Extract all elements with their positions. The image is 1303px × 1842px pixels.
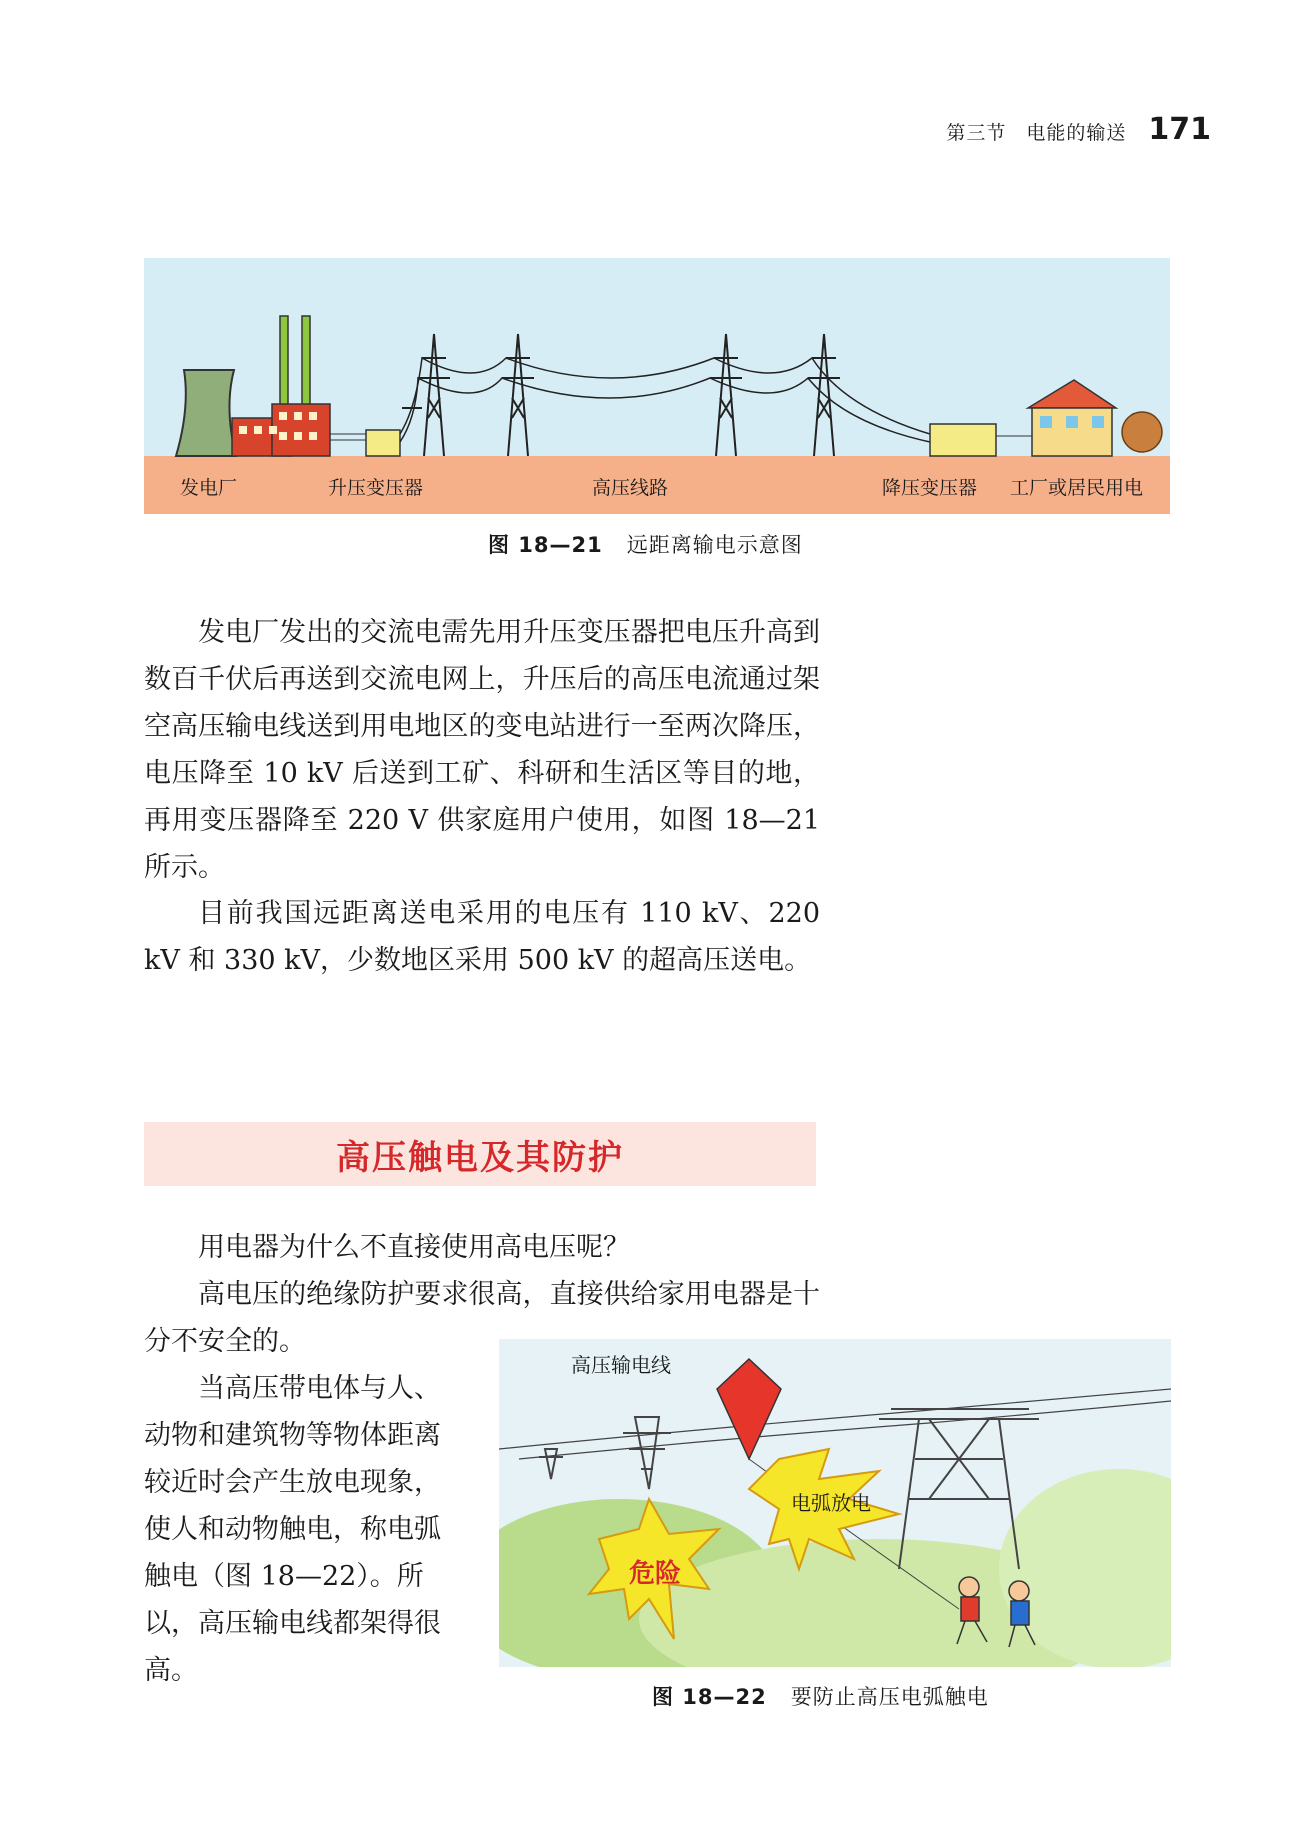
plant-building-icon [272, 404, 330, 456]
paragraph-4: 高电压的绝缘防护要求很高，直接供给家用电器是十分不安全的。 [144, 1279, 820, 1357]
house-roof-icon [1028, 380, 1116, 408]
page-header [946, 112, 1211, 147]
section-title-header: 第三节 电能的输送 [946, 122, 1127, 144]
figure-power-transmission [144, 258, 1170, 514]
figure-arc-danger [499, 1339, 1171, 1667]
section-heading-text: 高压触电及其防护 [336, 1137, 624, 1178]
label-danger: 危险 [629, 1559, 682, 1589]
figure2-caption [652, 1681, 989, 1711]
paragraph-5: 当高压带电体与人、动物和建筑物等物体距离较近时会产生放电现象，使人和动物触电，称电弧触电（图 18—22）。所以，高压输电线都架得很高。 [144, 1373, 441, 1686]
step-up-transformer-icon [366, 430, 400, 456]
label-high-voltage-line: 高压输电线 [571, 1353, 671, 1377]
label-step-down-transformer: 降压变压器 [882, 477, 978, 499]
figure1-caption-number: 图 18—21 [488, 533, 603, 557]
label-arc-discharge: 电弧放电 [791, 1491, 871, 1515]
label-high-voltage-line: 高压线路 [592, 477, 669, 499]
figure2-caption-text: 要防止高压电弧触电 [790, 1685, 989, 1709]
label-power-plant: 发电厂 [180, 477, 238, 499]
pylon-icon [402, 334, 840, 456]
paragraph-2: 目前我国远距离送电采用的电压有 110 kV、220 kV 和 330 kV，少数地区采用 500 kV 的超高压送电。 [144, 898, 820, 976]
page-number: 171 [1148, 112, 1211, 147]
figure1-caption [488, 529, 803, 559]
step-down-transformer-icon [930, 424, 996, 456]
figure2-caption-number: 图 18—22 [652, 1685, 767, 1709]
label-consumer: 工厂或居民用电 [1010, 477, 1144, 499]
house-icon [1032, 408, 1112, 456]
tree-icon [1122, 412, 1162, 452]
power-lines [400, 358, 930, 442]
figure1-caption-text: 远距离输电示意图 [626, 533, 803, 557]
paragraph-1: 发电厂发出的交流电需先用升压变压器把电压升高到数百千伏后再送到交流电网上，升压后的高压电流通过架空高压输电线送到用电地区的变电站进行一至两次降压，电压降至 10 kV 后送到工矿、科研和生活区等目的地，再用变压器降至 220 V 供家庭用户使用，如图 18—21 所示。 [144, 617, 820, 883]
paragraph-3: 用电器为什么不直接使用高电压呢？ [198, 1232, 630, 1263]
section-heading [144, 1122, 816, 1186]
cooling-tower-icon [176, 370, 236, 456]
label-step-up-transformer: 升压变压器 [328, 477, 424, 499]
